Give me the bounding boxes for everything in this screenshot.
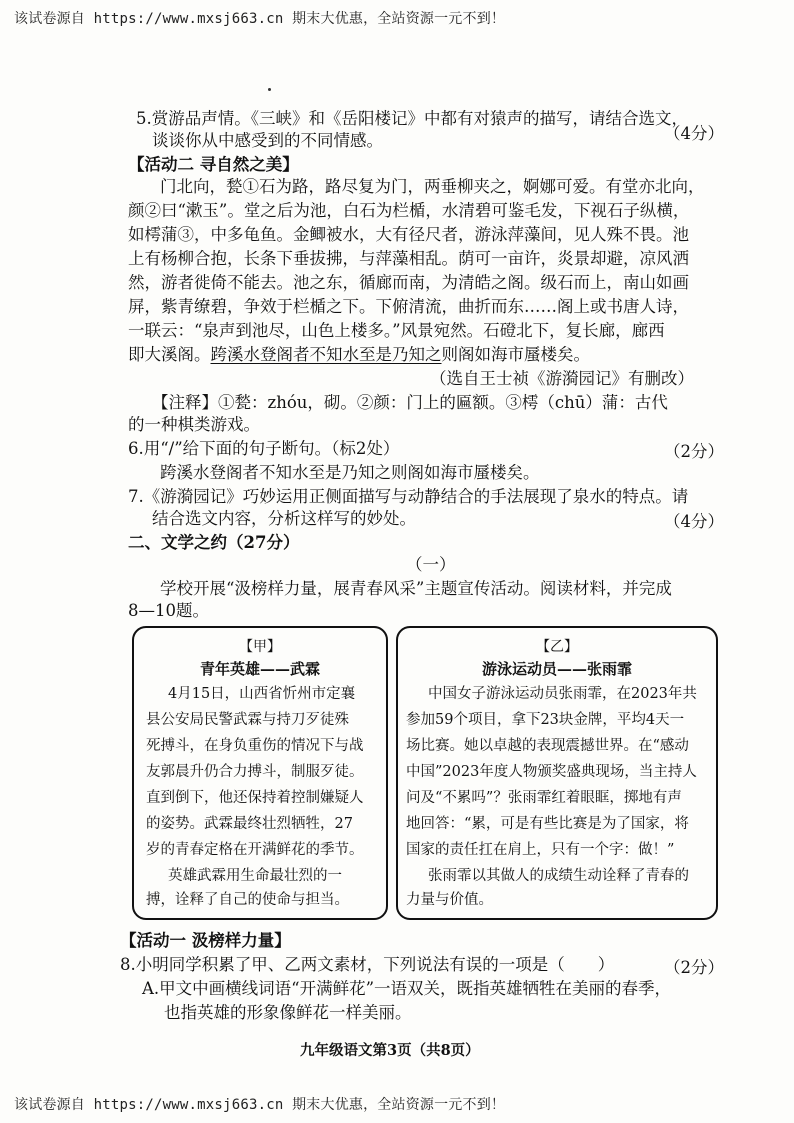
q6-sentence: 跨溪水登阁者不知水至是乃知之则阁如海市蜃楼矣。 <box>160 463 540 482</box>
passage-last-line <box>128 344 590 366</box>
passage-line: 一联云：“泉声到池尽，山色上楼多。”风景宛然。石磴北下，复长廊，廊西 <box>128 321 665 340</box>
box-yi-line: 张雨霏以其做人的成绩生动诠释了青春的 <box>428 868 689 884</box>
passage-underlined-sentence: 跨溪水登阁者不知水至是乃知之 <box>210 345 442 364</box>
q8-option-a-line1: A.甲文中画横线词语“开满鲜花”一语双关，既指英雄牺牲在美丽的春季， <box>142 979 672 998</box>
box-yi-line: 国家的责任扛在肩上，只有一个字：做！” <box>406 842 675 858</box>
passage-line: 然，游者徙倚不能去。池之东，循廊而南，为清皓之阁。级石而上，南山如画 <box>128 273 689 292</box>
part1-label: （一） <box>406 555 456 574</box>
activity1-title: 【活动一 汲榜样力量】 <box>120 931 291 950</box>
box-jia-title: 青年英雄——武霖 <box>199 660 320 678</box>
passage-source: （选自王士祯《游漪园记》有删改） <box>430 369 694 388</box>
passage-line: 屏，紫青缭碧，争效于栏楯之下。下俯清流，曲折而东……阁上或书唐人诗， <box>128 297 689 316</box>
section2-title: 二、文学之约（27分） <box>128 533 300 552</box>
activity2-title: 【活动二 寻自然之美】 <box>128 155 299 174</box>
box-jia-line: 死搏斗，在身负重伤的情况下与战 <box>146 738 364 754</box>
box-jia-tag: 【甲】 <box>239 639 281 655</box>
q7-line1: 7.《游漪园记》巧妙运用正侧面描写与动静结合的手法展现了泉水的特点。请 <box>128 487 689 506</box>
box-yi-line: 参加59个项目，拿下23块金牌，平均4天一 <box>406 712 685 728</box>
box-yi-title: 游泳运动员——张雨霏 <box>481 660 632 678</box>
box-jia-line: 的姿势。武霖最终壮烈牺牲，27 <box>146 816 353 832</box>
box-jia-line: 英雄武霖用生命最壮烈的一 <box>168 868 342 884</box>
box-yi-line: 中国”2023年度人物颁奖盛典现场，当主持人 <box>406 764 697 780</box>
box-yi-line: 场比赛。她以卓越的表现震撼世界。在“感动 <box>406 738 689 754</box>
box-yi-line: 力量与价值。 <box>406 892 493 908</box>
speck <box>268 88 271 91</box>
q7-score: （4分） <box>664 512 724 531</box>
passage-last-suffix: 则阁如海市蜃楼矣。 <box>441 345 590 364</box>
passage-line: 门北向，甃①石为路，路尽复为门，两垂柳夹之，婀娜可爱。有堂亦北向， <box>160 177 705 196</box>
q8-score: （2分） <box>664 958 724 977</box>
box-jia-line: 岁的青春定格在开满鲜花的季节。 <box>146 842 364 858</box>
q7-line2: 结合选文内容，分析这样写的妙处。 <box>152 509 416 528</box>
q5-line1: 5.赏游品声情。《三峡》和《岳阳楼记》中都有对猿声的描写，请结合选文， <box>136 109 688 128</box>
box-jia-line: 直到倒下，他还保持着控制嫌疑人 <box>146 790 364 806</box>
q5-line2: 谈谈你从中感受到的不同情感。 <box>152 131 383 150</box>
box-yi-tag: 【乙】 <box>536 639 578 655</box>
page-footer: 九年级语文第3页（共8页） <box>300 1042 480 1059</box>
passage-last-prefix: 即大溪阁。 <box>128 345 211 364</box>
q8-option-a-line2: 也指英雄的形象像鲜花一样美丽。 <box>164 1003 412 1022</box>
q5-score: （4分） <box>664 124 724 143</box>
material-box-yi <box>396 626 718 920</box>
notes-line1: 【注释】①甃：zhóu，砌。②颜：门上的匾额。③樗（chū）蒲：古代 <box>152 393 668 412</box>
watermark-top: 该试卷源自 https://www.mxsj663.cn 期末大优惠，全站资源一元不到！ <box>14 11 506 27</box>
box-yi-line: 问及“不累吗”？张雨霏红着眼眶，掷地有声 <box>406 790 682 806</box>
box-yi-line: 中国女子游泳运动员张雨霏，在2023年共 <box>428 686 697 702</box>
q8-line1: 8.小明同学积累了甲、乙两文素材，下列说法有误的一项是（ ） <box>120 955 615 974</box>
watermark-bottom: 该试卷源自 https://www.mxsj663.cn 期末大优惠，全站资源一元不到！ <box>14 1097 506 1113</box>
box-jia-line: 4月15日，山西省忻州市定襄 <box>168 686 356 702</box>
box-jia-line: 县公安局民警武霖与持刀歹徒殊 <box>146 712 349 728</box>
q6-score: （2分） <box>664 442 724 461</box>
box-jia-line: 友郭晨升仍合力搏斗，制服歹徒。 <box>146 764 364 780</box>
intro-line2: 8—10题。 <box>128 601 209 620</box>
notes-line2: 的一种棋类游戏。 <box>128 415 260 434</box>
intro-line1: 学校开展“汲榜样力量，展青春风采”主题宣传活动。阅读材料，并完成 <box>160 579 672 598</box>
passage-line: 颜②曰“漱玉”。堂之后为池，白石为栏楯，水清碧可鉴毛发，下视石子纵横， <box>128 201 690 220</box>
q6-line1: 6.用“/”给下面的句子断句。（标2处） <box>128 439 400 458</box>
passage-line: 如樗蒲③，中多龟鱼。金鲫被水，大有径尺者，游泳萍藻间，见人殊不畏。池 <box>128 225 689 244</box>
passage-line: 上有杨柳合抱，长条下垂拔拂，与萍藻相乱。荫可一亩许，炎景却避，凉风洒 <box>128 249 689 268</box>
material-box-jia <box>132 626 388 920</box>
box-jia-line: 搏，诠释了自己的使命与担当。 <box>146 892 349 908</box>
box-yi-line: 地回答：“累，可是有些比赛是为了国家，将 <box>406 816 689 832</box>
